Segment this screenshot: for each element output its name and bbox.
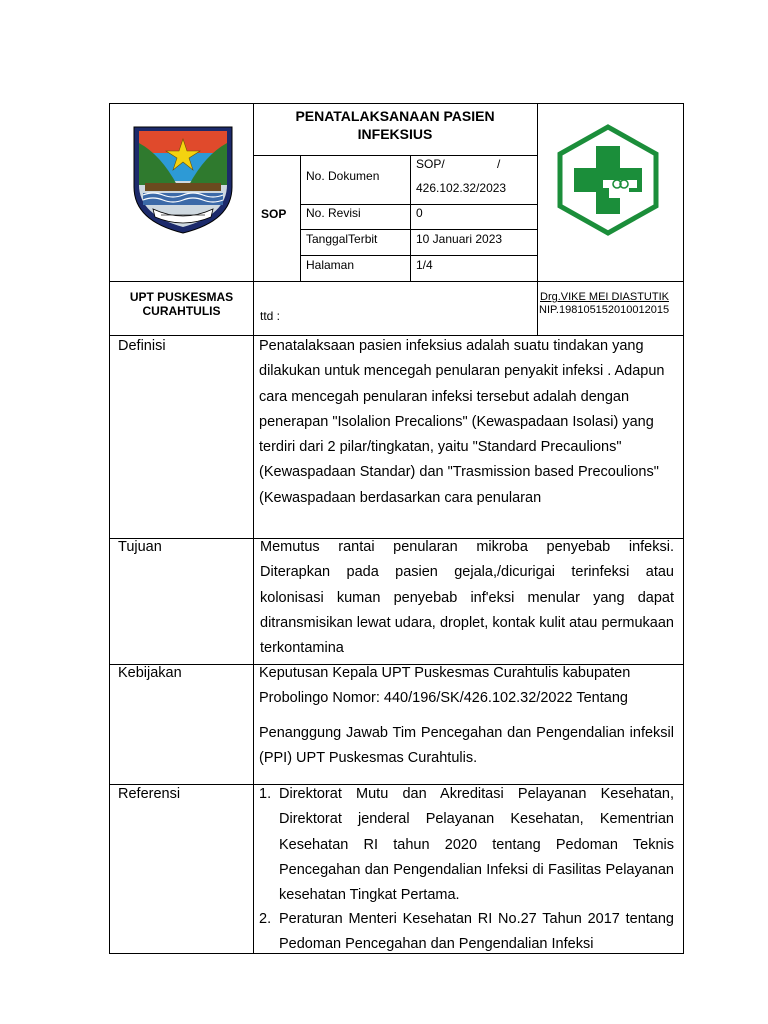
rule xyxy=(300,204,538,205)
rule xyxy=(109,103,110,954)
kebijakan-label: Kebijakan xyxy=(118,665,182,681)
sop-label: SOP xyxy=(261,207,287,221)
tanggal-terbit-value: 10 Januari 2023 xyxy=(416,232,503,246)
referensi-item-1 xyxy=(259,782,674,908)
rule xyxy=(253,103,254,954)
rule xyxy=(537,281,538,335)
no-revisi-value: 0 xyxy=(416,206,423,220)
kebijakan-paragraph-1: Keputusan Kepala UPT Puskesmas Curahtulis kabupaten Probolingo Nomor: 440/196/SK/426.102.32/2022 Tentang xyxy=(259,665,631,707)
tujuan-text: Memutus rantai penularan mikroba penyebab infeksi. Diterapkan pada pasien gejala,/dicurigai terinfeksi atau kolonisasi kuman penyebab inf'eksi menular yang dapat ditransmisikan lewat udara, droplet, kontak kulit atau permukaan terkontamina xyxy=(260,539,674,657)
no-revisi-label: No. Revisi xyxy=(306,206,361,220)
rule xyxy=(300,255,538,256)
referensi-item-2 xyxy=(259,907,674,953)
rule xyxy=(300,155,301,281)
referensi-label: Referensi xyxy=(118,786,181,802)
signer-nip: NIP.198105152010012015 xyxy=(539,304,670,316)
no-dokumen-value-slash: / xyxy=(497,157,501,171)
halaman-value: 1/4 xyxy=(416,258,433,272)
referensi-item-number: 1. xyxy=(259,786,272,802)
rule xyxy=(253,155,538,156)
referensi-item-text: Direktorat Mutu dan Akreditasi Pelayanan Kesehatan, Direktorat jenderal Pelayanan Kesehatan, Kementrian Kesehatan RI tahun 2020 tentang Pedoman Teknis Pencegahan dan Pengendalian Infeksi di Fasilitas Pelayanan kesehatan Tingkat Pertama. xyxy=(279,786,674,904)
signer-name: Drg.VIKE MEI DIASTUTIK xyxy=(540,291,669,303)
referensi-item-number: 2. xyxy=(259,911,272,927)
kebijakan-paragraph-2: Penanggung Jawab Tim Pencegahan dan Pengendalian infeksil (PPI) UPT Puskesmas Curahtulis. xyxy=(259,725,674,767)
no-dokumen-value-line2: 426.102.32/2023 xyxy=(416,181,507,195)
rule xyxy=(109,281,684,282)
rule xyxy=(683,103,684,954)
referensi-item-text: Peraturan Menteri Kesehatan RI No.27 Tahun 2017 tentang Pedoman Pencegahan dan Pengendalian Infeksi xyxy=(279,911,674,953)
halaman-label: Halaman xyxy=(306,258,355,272)
definisi-text: Penatalaksaan pasien infeksius adalah suatu tindakan yang dilakukan untuk mencegah penularan penyakit infeksi . Adapun cara mencegah penularan infeksi tersebut adalah dengan penerapan "Isolalion Precalions" (Kewaspadaan Isolasi) yang terdiri dari 2 pilar/tingkatan, yaitu "Standard Precaulions" (Kewaspadaan Standar) dan "Trasmission based Precoulions" (Kewaspadaan berdasarkan cara penularan xyxy=(259,338,665,506)
org-name-line2: CURAHTULIS xyxy=(142,304,221,318)
puskesmas-green-cross-logo-icon xyxy=(555,124,661,236)
org-name-line1: UPT PUSKESMAS xyxy=(129,290,234,304)
no-dokumen-label: No. Dokumen xyxy=(306,169,380,183)
regency-coat-of-arms-icon xyxy=(131,125,235,235)
rule xyxy=(109,103,684,104)
rule xyxy=(537,103,538,281)
rule xyxy=(410,155,411,281)
rule xyxy=(109,953,684,954)
tujuan-label: Tujuan xyxy=(118,539,162,555)
rule xyxy=(300,229,538,230)
no-dokumen-value-line1: SOP/ xyxy=(416,157,445,171)
definisi-label: Definisi xyxy=(118,338,166,354)
document-title: PENATALAKSANAAN PASIEN INFEKSIUS xyxy=(295,108,495,142)
ttd-label: ttd : xyxy=(260,309,281,323)
tanggal-terbit-label: TanggalTerbit xyxy=(306,232,378,246)
